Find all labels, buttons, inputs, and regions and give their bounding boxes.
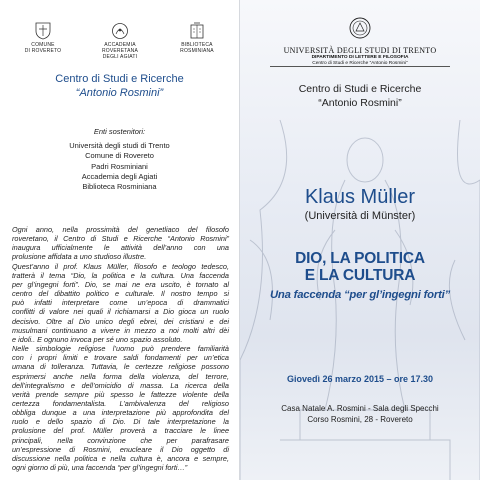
description-line: principali, nella convinzione che per parafrasare [12,435,229,445]
sponsors-heading: Enti sostenitori: [93,127,146,136]
description-line: musulmani continuano a vivere in mezzo a noi molti altri dèi [12,325,229,335]
logo-comune [10,22,76,60]
university-name: UNIVERSITÀ DEGLI STUDI DI TRENTO [283,46,437,55]
logo-accademia-line3: DEGLI AGIATI [102,54,138,60]
sponsor-item: Padri Rosminiani [91,161,148,171]
comune-crest-icon [35,22,51,40]
logo-accademia [87,22,153,60]
sponsor-item: Accademia degli Agiati [81,171,158,181]
description-line: e idoli.. E ognuno invoca per sé uno spazio assoluto. [12,334,183,344]
logo-comune-line1: COMUNE [31,42,55,48]
description-line: roveretano, il Centro di Studi e Ricerche “Antonio Rosmini” [12,234,229,244]
description-line: tratterà il tema “Dio, la politica e la cultura. Una faccenda [12,270,229,280]
description-line: conflitti di valore nei quali il richiamarsi a Dio gioca un ruolo [12,307,229,317]
description-line: decisivo. Oltre al Dio unico degli ebrei, dei cristiani e dei [12,316,229,326]
description-line: umana di tolleranza. Tuttavia, le certezze religiose possono [12,362,229,372]
description-line: Quest’anno il prof. Klaus Müller, filosofo e teologo tedesco, [12,261,229,271]
left-center-title [0,72,239,100]
talk-title-line1: DIO, LA POLITICA [295,250,425,267]
accademia-emblem-icon [111,22,129,40]
description-line: dell’integralismo e dell’omicidio di massa. La ricerca della [12,380,229,390]
venue-line1: Casa Natale A. Rosmini - Sala degli Specchi [281,404,439,413]
description-line: prolusione affidata a uno studioso illustre. [12,252,147,262]
speaker-name: Klaus Müller [304,186,416,208]
description-line: inaugura ufficialmente le attività dell’anno con una [12,243,229,253]
university-header [240,17,480,67]
biblioteca-emblem-icon [189,22,205,40]
description-line: può infatti interpretare come un’epoca di drammatici [12,298,229,308]
talk-title [240,250,480,284]
description-line: verità prende sempre più spesso le fattezze violente della [12,389,229,399]
talk-title-line2: E LA CULTURA [304,267,416,284]
right-center-title-line1: Centro di Studi e Ricerche [298,83,422,95]
header-rule [270,66,450,67]
description-line: esprimersi anche nella forma della violenza, del terrore, [12,371,229,381]
left-center-title-line2: “Antonio Rosmini” [75,87,164,99]
description-line: ogni giorno di più, una faccenda “per gl’ingegni forti…” [12,463,188,473]
logo-accademia-line2: ROVERETANA [101,48,139,54]
sponsor-item: Comune di Rovereto [85,151,154,161]
right-center-title [240,82,480,110]
left-panel [0,0,239,480]
description-text [12,225,229,472]
description-line: obbliga dunque a una interpretazione più approfondita del [12,408,229,418]
right-panel [240,0,480,480]
description-line: centro del dibattito politico e culturale. Il nostro tempo si [12,289,229,299]
description-line: con i propri limiti e trovare saldi fondamenti per un’etica [12,353,229,363]
description-line: Nelle simbologie religiose l’uomo può prendere familiarità [12,344,229,354]
logos-row [10,22,230,60]
description-line: un’espressione di Rosmini, enucleare il Dio oggetto di [12,444,229,454]
speaker-affiliation: (Università di Münster) [304,210,416,222]
talk-subtitle: Una faccenda “per gl’ingegni forti” [269,289,451,301]
description-line: prolusione del prof. Müller proverà a tracciare le linee [12,426,229,436]
event-date: Giovedì 26 marzo 2015 – ore 17.30 [286,374,434,384]
description-line: ruolo e dello spazio di Dio. Di tale interpretazione la [12,417,229,427]
description-line: certezza fondamentalista. L’ambivalenza del religioso [12,398,229,408]
event-venue [240,404,480,425]
sponsor-item: Biblioteca Rosminiana [82,182,157,192]
description-line: Ogni anno, nella prossimità del genetliaco del filosofo [12,225,229,234]
sponsors-block [0,127,239,192]
venue-line2: Corso Rosmini, 28 - Rovereto [307,414,413,424]
logo-comune-line2: DI ROVERETO [24,48,62,54]
department-name: DIPARTIMENTO DI LETTERE E FILOSOFIA [311,55,409,60]
center-small-name: Centro di Studi e Ricerche “Antonio Rosmini” [312,61,408,66]
logo-biblioteca-line1: BIBLIOTECA [181,42,213,48]
logo-biblioteca [164,22,230,60]
sponsor-item: Università degli studi di Trento [69,141,170,151]
left-center-title-line1: Centro di Studi e Ricerche [55,73,184,85]
right-center-title-line2: “Antonio Rosmini” [318,97,402,109]
university-seal-icon [349,17,371,39]
logo-biblioteca-line2: ROSMINIANA [180,48,214,54]
description-line: per gl’ingegni forti”. Dio, se mai ne era uscito, è tornato al [12,279,229,289]
description-line: discussione nella politica e nella cultura è, ancora e sempre, [12,453,229,463]
logo-accademia-line1: ACCADEMIA [104,42,136,48]
